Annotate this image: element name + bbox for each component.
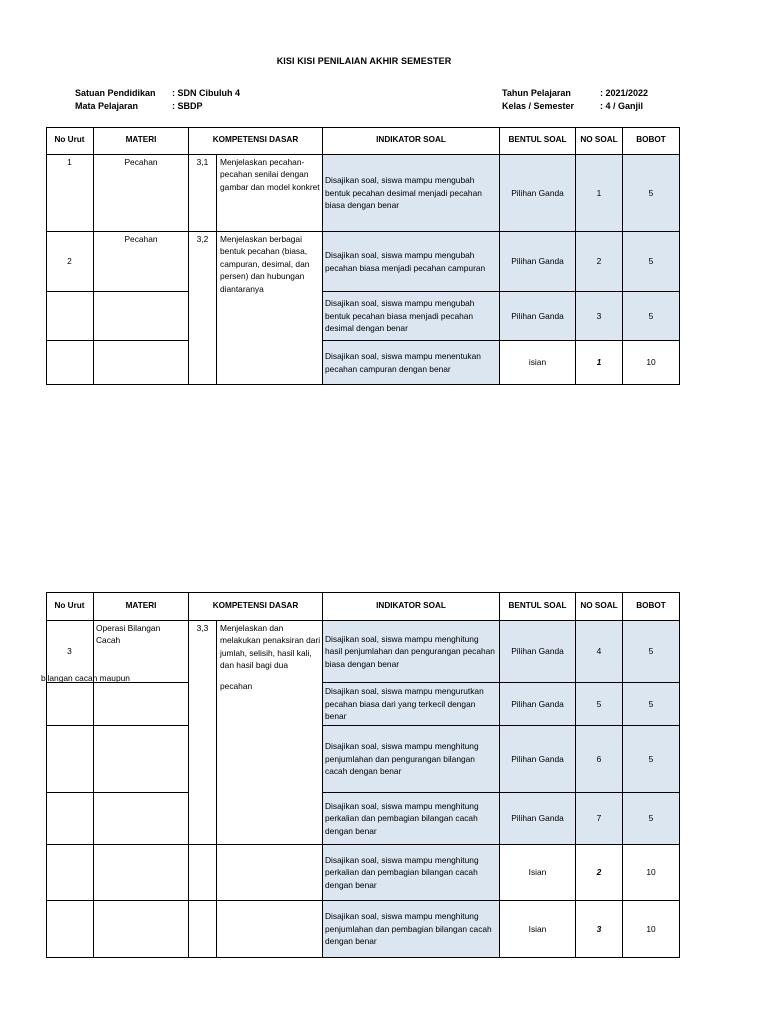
cell-no-urut bbox=[46, 793, 94, 845]
cell-bobot: 5 bbox=[623, 621, 680, 683]
cell-indikator: Disajikan soal, siswa mampu mengubah pecahan biasa menjadi pecahan campuran bbox=[323, 232, 500, 292]
cell-no-soal: 1 bbox=[576, 155, 623, 232]
cell-bobot: 5 bbox=[623, 232, 680, 292]
header-no-soal: NO SOAL bbox=[576, 592, 623, 621]
cell-indikator: Disajikan soal, siswa mampu menghitung hasil penjumlahan dan pengurangan pecahan biasa dengan benar bbox=[323, 621, 500, 683]
cell-no-urut: 3 bbox=[46, 621, 94, 683]
header-kompetensi-dasar: KOMPETENSI DASAR bbox=[189, 127, 323, 155]
cell-no-urut: 1 bbox=[46, 155, 94, 232]
table-header-row bbox=[46, 592, 680, 621]
cell-no-urut: 2 bbox=[46, 232, 94, 292]
header-indikator-soal: INDIKATOR SOAL bbox=[323, 127, 500, 155]
cell-bobot: 5 bbox=[623, 155, 680, 232]
cell-bobot: 5 bbox=[623, 793, 680, 845]
cell-materi bbox=[94, 901, 189, 958]
cell-no-soal: 4 bbox=[576, 621, 623, 683]
cell-kd-number: 3,1 bbox=[189, 155, 217, 232]
document-meta bbox=[0, 88, 768, 114]
table-row bbox=[46, 901, 680, 958]
cell-materi: Operasi Bilangan Cacah bbox=[94, 621, 189, 683]
cell-bentuk-soal: Pilihan Ganda bbox=[500, 621, 576, 683]
cell-no-urut bbox=[46, 683, 94, 726]
cell-materi: Pecahan bbox=[94, 155, 189, 232]
cell-kompetensi-dasar: Menjelaskan berbagai bentuk pecahan (biasa, campuran, desimal, dan persen) dan hubungan diantaranya bbox=[217, 232, 323, 385]
cell-bentuk-soal: Pilihan Ganda bbox=[500, 232, 576, 292]
cell-indikator: Disajikan soal, siswa mampu menentukan pecahan campuran dengan benar bbox=[323, 341, 500, 385]
header-no-urut: No Urut bbox=[46, 127, 94, 155]
cell-bobot: 5 bbox=[623, 683, 680, 726]
cell-kd-number: 3,2 bbox=[189, 232, 217, 385]
cell-indikator: Disajikan soal, siswa mampu menghitung perkalian dan pembagian bilangan cacah dengan benar bbox=[323, 845, 500, 901]
satuan-value: : SDN Cibuluh 4 bbox=[172, 88, 240, 98]
document-title: KISI KISI PENILAIAN AKHIR SEMESTER bbox=[276, 56, 452, 66]
cell-materi bbox=[94, 292, 189, 341]
table-row bbox=[46, 845, 680, 901]
cell-materi: Pecahan bbox=[94, 232, 189, 292]
header-indikator-soal: INDIKATOR SOAL bbox=[323, 592, 500, 621]
header-materi: MATERI bbox=[94, 127, 189, 155]
cell-no-soal: 3 bbox=[576, 292, 623, 341]
header-materi: MATERI bbox=[94, 592, 189, 621]
cell-indikator: Disajikan soal, siswa mampu menghitung penjumlahan dan pengurangan bilangan cacah dengan benar bbox=[323, 726, 500, 793]
kisi-table-2 bbox=[46, 592, 680, 958]
cell-no-soal: 7 bbox=[576, 793, 623, 845]
header-kompetensi-dasar: KOMPETENSI DASAR bbox=[189, 592, 323, 621]
tahun-value: : 2021/2022 bbox=[600, 88, 649, 98]
cell-kompetensi-dasar bbox=[217, 845, 323, 901]
cell-materi bbox=[94, 793, 189, 845]
cell-indikator: Disajikan soal, siswa mampu menghitung perkalian dan pembagian bilangan cacah dengan benar bbox=[323, 793, 500, 845]
cell-bentuk-soal: Isian bbox=[500, 845, 576, 901]
cell-materi bbox=[94, 726, 189, 793]
table-row bbox=[46, 726, 680, 793]
header-no-soal: NO SOAL bbox=[576, 127, 623, 155]
cell-indikator: Disajikan soal, siswa mampu mengubah bentuk pecahan desimal menjadi pecahan biasa dengan benar bbox=[323, 155, 500, 232]
cell-indikator: Disajikan soal, siswa mampu mengubah bentuk pecahan biasa menjadi pecahan desimal dengan benar bbox=[323, 292, 500, 341]
kd-text-continuation: pecahan bbox=[220, 680, 253, 691]
header-bobot: BOBOT bbox=[623, 127, 680, 155]
table-row bbox=[46, 341, 680, 385]
cell-no-soal: 2 bbox=[576, 845, 623, 901]
cell-kompetensi-dasar: Menjelaskan pecahan-pecahan senilai dengan gambar dan model konkret bbox=[217, 155, 323, 232]
cell-bentuk-soal: Isian bbox=[500, 901, 576, 958]
cell-no-soal: 1 bbox=[576, 341, 623, 385]
cell-bobot: 10 bbox=[623, 901, 680, 958]
cell-no-soal: 5 bbox=[576, 683, 623, 726]
overflow-text: bilangan cacah maupun bbox=[41, 673, 130, 683]
table-row bbox=[46, 683, 680, 726]
cell-indikator: Disajikan soal, siswa mampu mengurutkan pecahan biasa dari yang terkecil dengan benar bbox=[323, 683, 500, 726]
cell-no-urut bbox=[46, 726, 94, 793]
cell-materi bbox=[94, 683, 189, 726]
table-row bbox=[46, 292, 680, 341]
header-bobot: BOBOT bbox=[623, 592, 680, 621]
cell-no-urut bbox=[46, 845, 94, 901]
cell-materi bbox=[94, 845, 189, 901]
cell-no-urut bbox=[46, 341, 94, 385]
header-no-urut: No Urut bbox=[46, 592, 94, 621]
table-row bbox=[46, 232, 680, 292]
cell-no-soal: 6 bbox=[576, 726, 623, 793]
mapel-label: Mata Pelajaran bbox=[75, 101, 139, 111]
cell-indikator: Disajikan soal, siswa mampu menghitung penjumlahan dan pembagian bilangan cacah dengan benar bbox=[323, 901, 500, 958]
cell-bentuk-soal: Pilihan Ganda bbox=[500, 155, 576, 232]
cell-bobot: 10 bbox=[623, 341, 680, 385]
cell-kd-number bbox=[189, 845, 217, 901]
cell-bentuk-soal: Pilihan Ganda bbox=[500, 793, 576, 845]
cell-bobot: 5 bbox=[623, 292, 680, 341]
cell-bentuk-soal: Pilihan Ganda bbox=[500, 292, 576, 341]
table-row bbox=[46, 155, 680, 232]
cell-bentuk-soal: Pilihan Ganda bbox=[500, 726, 576, 793]
cell-no-soal: 3 bbox=[576, 901, 623, 958]
tahun-label: Tahun Pelajaran bbox=[502, 88, 571, 98]
cell-materi bbox=[94, 341, 189, 385]
satuan-label: Satuan Pendidikan bbox=[75, 88, 156, 98]
kd-text: Menjelaskan dan melakukan penaksiran dari jumlah, selisih, hasil kali, dan hasil bagi dua bbox=[220, 623, 321, 671]
cell-bentuk-soal: Pilihan Ganda bbox=[500, 683, 576, 726]
kelas-value: : 4 / Ganjil bbox=[600, 101, 644, 111]
kisi-table-1 bbox=[46, 127, 680, 385]
cell-bobot: 5 bbox=[623, 726, 680, 793]
cell-bobot: 10 bbox=[623, 845, 680, 901]
cell-no-soal: 2 bbox=[576, 232, 623, 292]
table-header-row bbox=[46, 127, 680, 155]
cell-kd-number bbox=[189, 901, 217, 958]
header-bentuk-soal: BENTUL SOAL bbox=[500, 127, 576, 155]
mapel-value: : SBDP bbox=[172, 101, 203, 111]
cell-bentuk-soal: isian bbox=[500, 341, 576, 385]
table-row bbox=[46, 621, 680, 683]
cell-kd-number: 3,3 bbox=[189, 621, 217, 845]
cell-kompetensi-dasar bbox=[217, 901, 323, 958]
cell-no-urut bbox=[46, 292, 94, 341]
header-bentuk-soal: BENTUL SOAL bbox=[500, 592, 576, 621]
table-row bbox=[46, 793, 680, 845]
kelas-label: Kelas / Semester bbox=[502, 101, 575, 111]
cell-no-urut bbox=[46, 901, 94, 958]
